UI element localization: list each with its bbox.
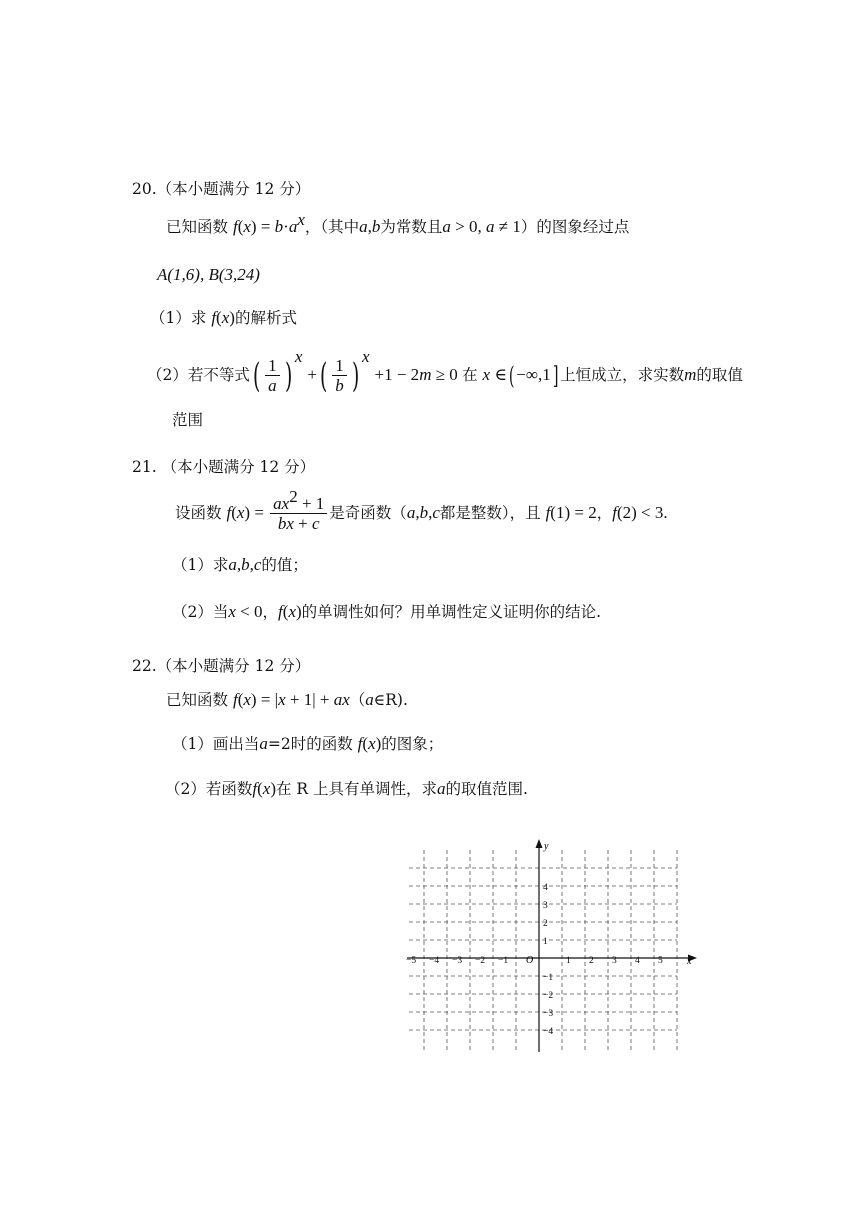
x-tick-label: −5 <box>406 956 417 966</box>
q20-intro: 已知函数 $f(x) = b\cdot a^x$，（其中a,b为常数且a > 0, a ≠ 1）的图象经过点 <box>166 210 630 236</box>
q20-points: A(1,6), B(3,24) <box>157 265 260 284</box>
y-tick-label: 4 <box>543 883 548 893</box>
y-tick-label: −2 <box>543 991 554 1001</box>
q21-part2: （2）当x < 0，f(x)的单调性如何？用单调性定义证明你的结论. <box>172 602 602 621</box>
x-tick-label: −4 <box>429 956 440 966</box>
y-tick-label: 2 <box>543 919 548 929</box>
y-axis-label: y <box>544 841 549 852</box>
x-tick-label: 2 <box>589 956 594 966</box>
q20-header: 20.（本小题满分 12 分） <box>132 180 311 198</box>
q22-intro: 已知函数 f(x) = |x + 1| + ax（a∈R). <box>166 690 408 709</box>
origin-label: O <box>526 955 534 966</box>
x-tick-label: 3 <box>612 956 617 966</box>
x-tick-label: −2 <box>475 956 486 966</box>
x-axis-label: x <box>687 956 692 967</box>
q20-part2-cont: 范围 <box>172 411 204 429</box>
x-tick-label: 1 <box>566 956 571 966</box>
q20-part2: （2）若不等式( $\frac{1}{a}$ ) $^x$ +( $\frac{1}{b}$ ) $^x$ +1 − 2m ≥ 0 在 x ∈( −∞,1] 上恒成立，求实数m的取值 <box>147 347 743 396</box>
y-tick-label: 3 <box>543 901 548 911</box>
y-axis-arrow <box>536 839 543 848</box>
coordinate-grid <box>405 836 705 1056</box>
x-tick-label: 5 <box>658 956 663 966</box>
x-tick-label: −3 <box>452 956 463 966</box>
q22-header: 22.（本小题满分 12 分） <box>132 657 311 675</box>
grid-lines <box>409 850 677 1052</box>
q20-function-formula: f <box>232 217 238 236</box>
x-tick-label: 4 <box>635 956 640 966</box>
y-tick-label: −3 <box>543 1009 554 1019</box>
q21-intro: 设函数 f(x) = $\frac{ax^2 + 1}{bx + c}$ 是奇函数（a,b,c都是整数），且 f(1) = 2，f(2) < 3. <box>175 486 668 533</box>
y-tick-label: 1 <box>543 937 548 947</box>
q22-part2: （2）若函数f(x)在 R 上具有单调性，求a的取值范围. <box>165 779 528 798</box>
tick-labels <box>406 883 663 1037</box>
q21-header: 21. （本小题满分 12 分） <box>132 458 316 476</box>
q22-part1: （1）画出当a=2时的函数 f(x)的图象； <box>172 734 444 753</box>
x-tick-label: −1 <box>498 956 509 966</box>
y-tick-label: −4 <box>543 1027 554 1037</box>
y-tick-label: −1 <box>543 973 554 983</box>
q21-part1: （1）求a,b,c的值； <box>172 555 308 574</box>
q20-part1: （1）求 f(x)的解析式 <box>150 308 297 327</box>
